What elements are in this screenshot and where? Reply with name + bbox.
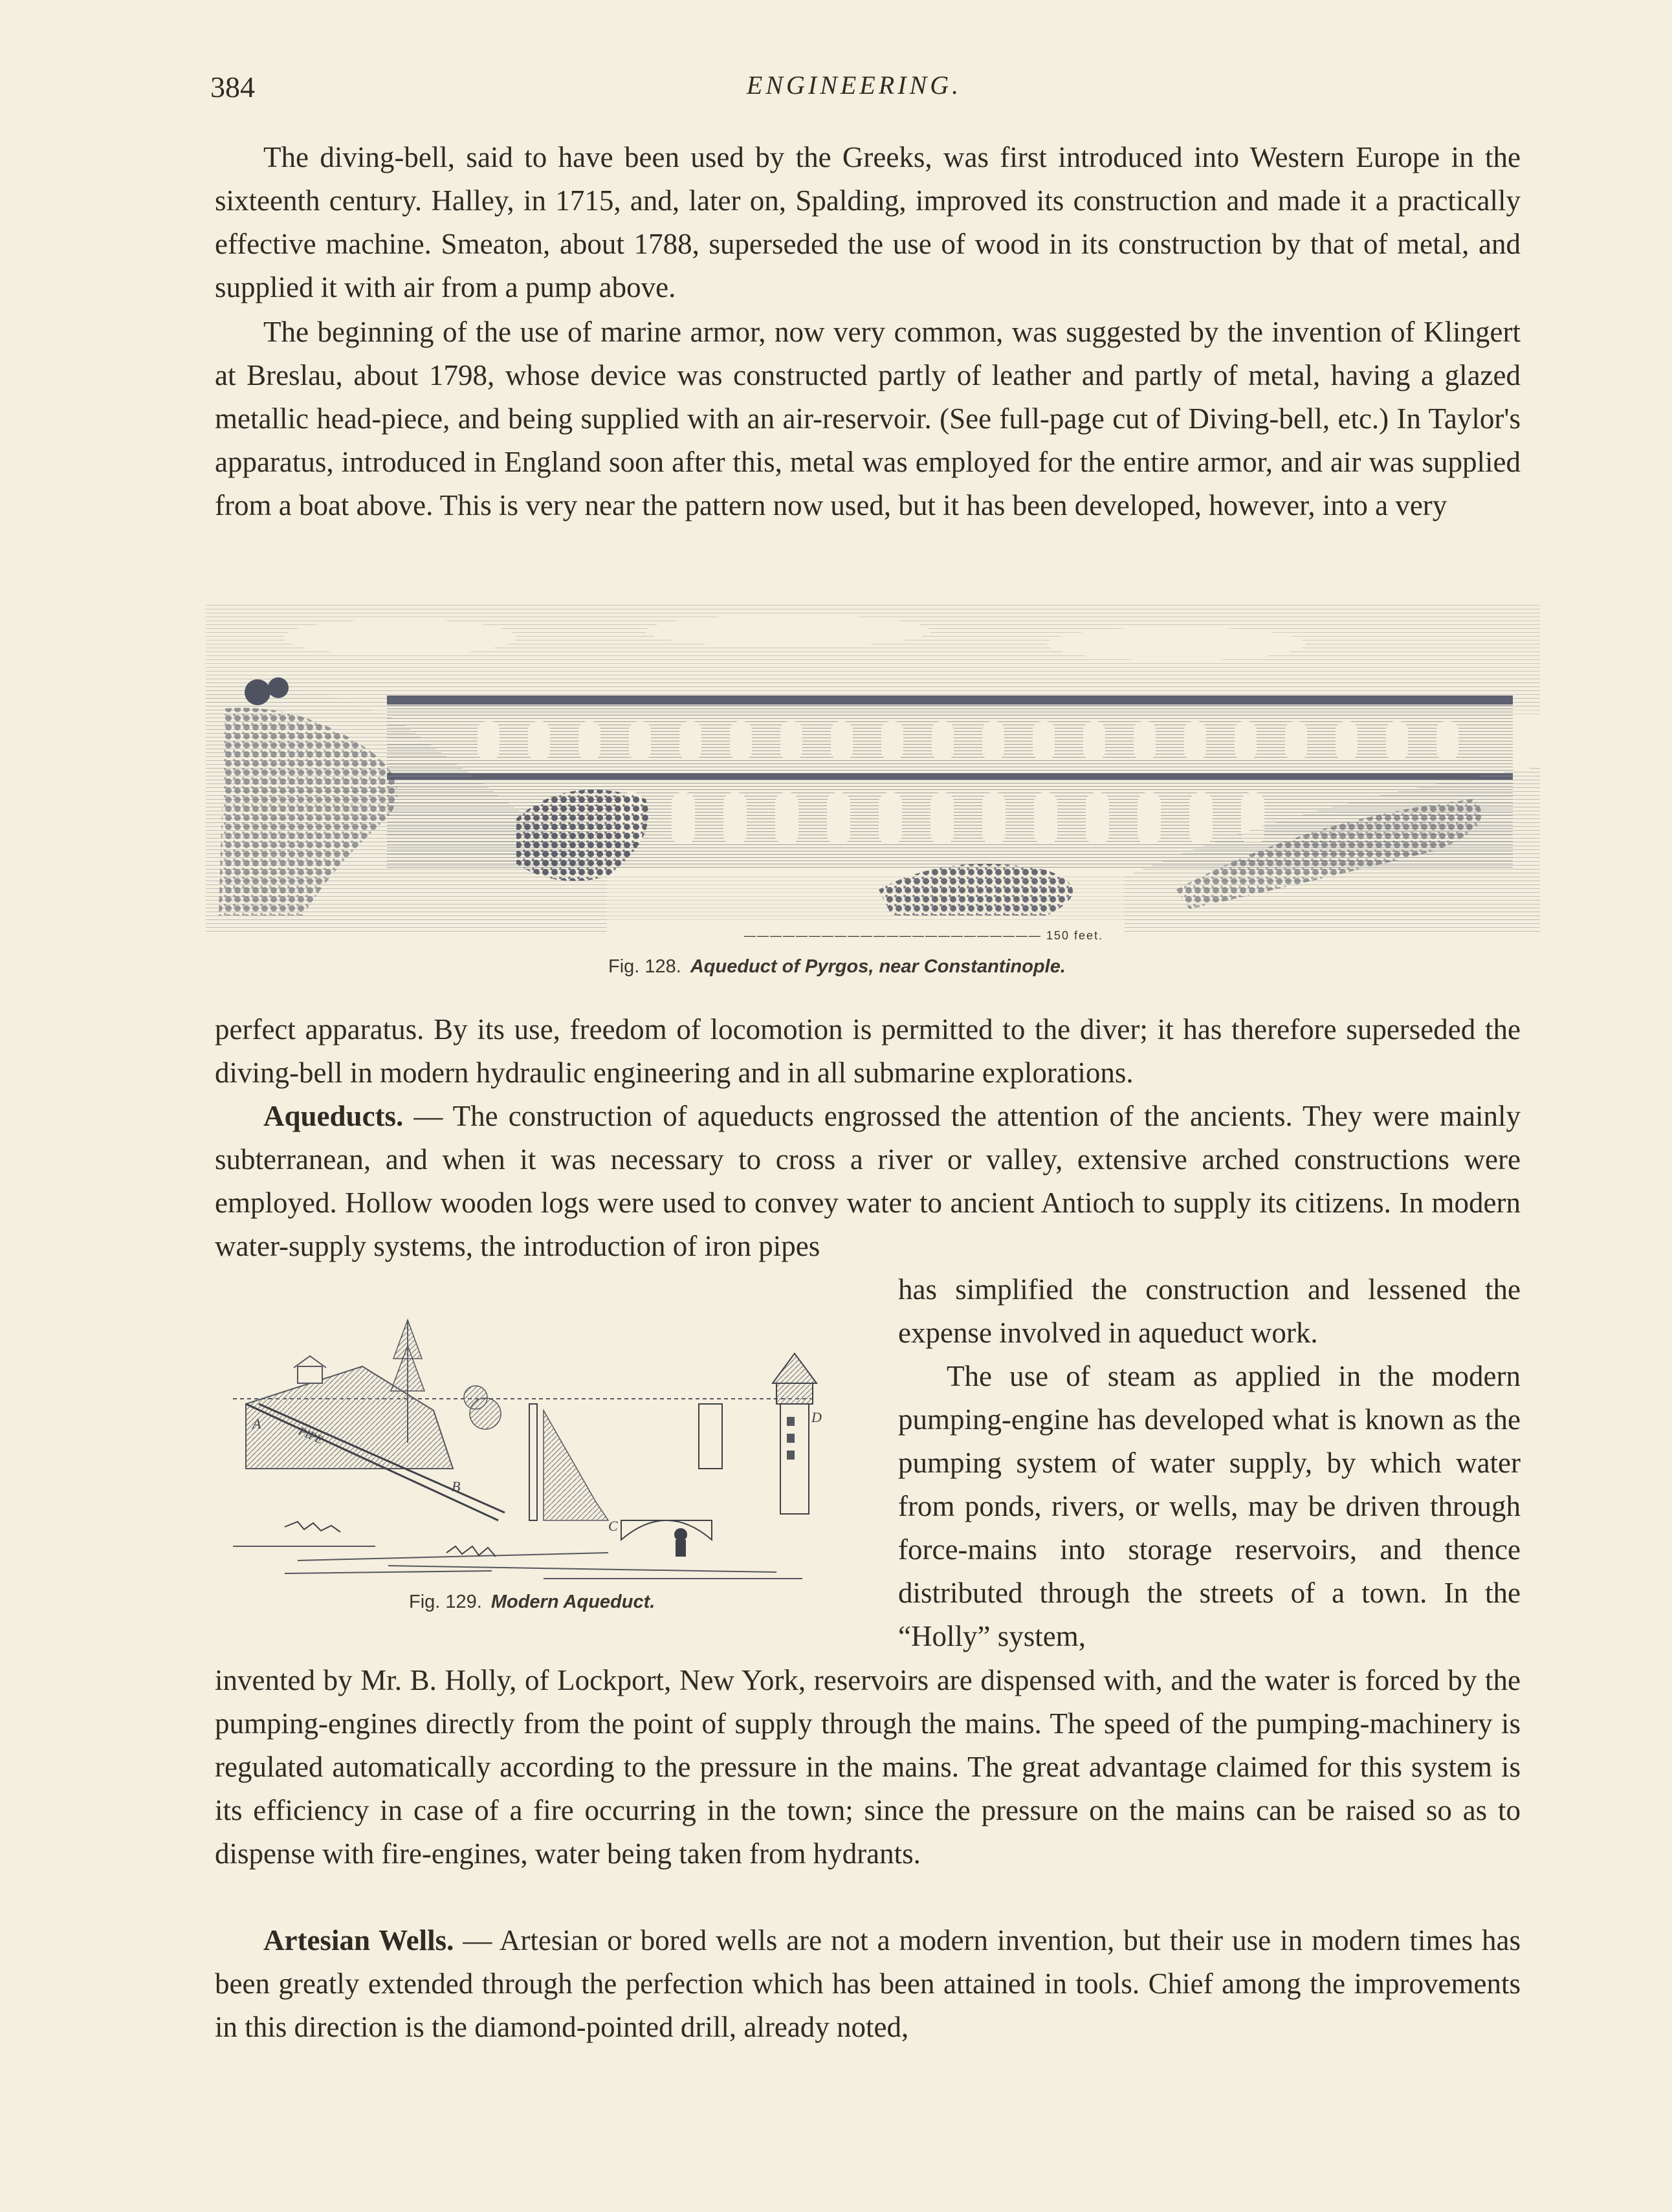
diagram-letter-a: A [252,1416,261,1432]
aqueduct-pyrgos-engraving [206,605,1540,935]
diagram-letter-b: B [452,1478,461,1495]
running-head [210,70,1498,109]
figure-129-caption [409,1592,655,1613]
diagram-label-pipe: PIPE [296,1424,325,1447]
paragraph-artesian-wells [215,1919,1521,2049]
runin-aqueducts: Aqueducts. [263,1100,404,1132]
paragraph-perfect-apparatus: perfect apparatus. By its use, freedom of locomotion is permitted to the diver; it has therefore superseded the diving-bell in modern hydraulic engineering and in all submarine explorations. [215,1013,1521,1089]
paragraph-marine-armor: The beginning of the use of marine armor, now very common, was suggested by the invention of Klingert at Breslau, about 1798, whose device was constructed partly of leather and partly of metal, having a glazed metallic head-piece, and being supplied with an air-reservoir. (See full-page cut of Diving-bell, etc.) In Taylor's apparatus, introduced in England soon after this, metal was employed for the entire armor, and air was supplied from a boat above. This is very near the pattern now used, but it has been developed, however, into a very [215,316,1521,521]
figure-129-label: Fig. 129. [409,1592,482,1612]
running-title: ENGINEERING. [746,71,962,100]
paragraph-diving-bell: The diving-bell, said to have been used by the Greeks, was first introduced into Western Europe in the sixteenth century. Halley, in 1715, and, later on, Spalding, improved its construction and made it a practically effective machine. Smeaton, about 1788, superseded the use of wood in its construction by that of metal, and supplied it with air from a pump above. [215,141,1521,303]
aqueducts-text: — The construction of aqueducts engrossed the attention of the ancients. They were mainly subterranean, and when it was necessary to cross a river or valley, extensive arched constructions were employed. Hollow wooden logs were used to convey water to ancient Antioch to supply its citizens. In modern water-supply systems, the introduction of iron pipes [215,1100,1521,1262]
paragraph-aqueducts [215,1095,1521,1268]
page-number: 384 [210,71,255,104]
figure-128-title: Aqueduct of Pyrgos, near Constantinople. [690,956,1066,977]
figure-128-caption [608,956,1066,978]
diagram-letter-c: C [608,1518,618,1534]
figure-128-label: Fig. 128. [608,956,681,977]
scale-bar [744,929,1103,943]
scale-bar-label: 150 feet. [1046,929,1104,942]
paragraph-holly-system: invented by Mr. B. Holly, of Lockport, New York, reservoirs are dispensed with, and the water is forced by the pumping-engines directly from the point of supply through the mains. The speed of the pumping-machinery is regulated automatically according to the pressure in the mains. The great advantage claimed for this system is its efficiency in case of a fire occurring in the town; since the pressure on the mains can be raised so as to dispense with fire-engines, water being taken from hydrants. [215,1664,1521,1870]
modern-aqueduct-diagram [220,1307,828,1585]
artesian-wells-text: — Artesian or bored wells are not a modern invention, but their use in modern times has been greatly extended through the perfection which has been attained in tools. Chief among the improvements in this direction is the diamond-pointed drill, already noted, [215,1924,1521,2043]
diagram-letter-d: D [811,1409,822,1425]
runin-artesian-wells: Artesian Wells. [263,1924,454,1956]
aqueducts-wrap-text: has simplified the construction and lessened the expense involved in aqueduct work. [898,1273,1521,1349]
pumping-system-wrap-text: The use of steam as applied in the modern pumping-engine has developed what is known as the pumping system of water supply, by which water from ponds, rivers, or wells, may be driven through force-mains into storage reservoirs, and thence distributed through the streets of a town. In the “Holly” system, [898,1360,1521,1652]
figure-129-title: Modern Aqueduct. [490,1592,655,1612]
scale-bar-line: ——————————————————————— [744,929,1042,942]
